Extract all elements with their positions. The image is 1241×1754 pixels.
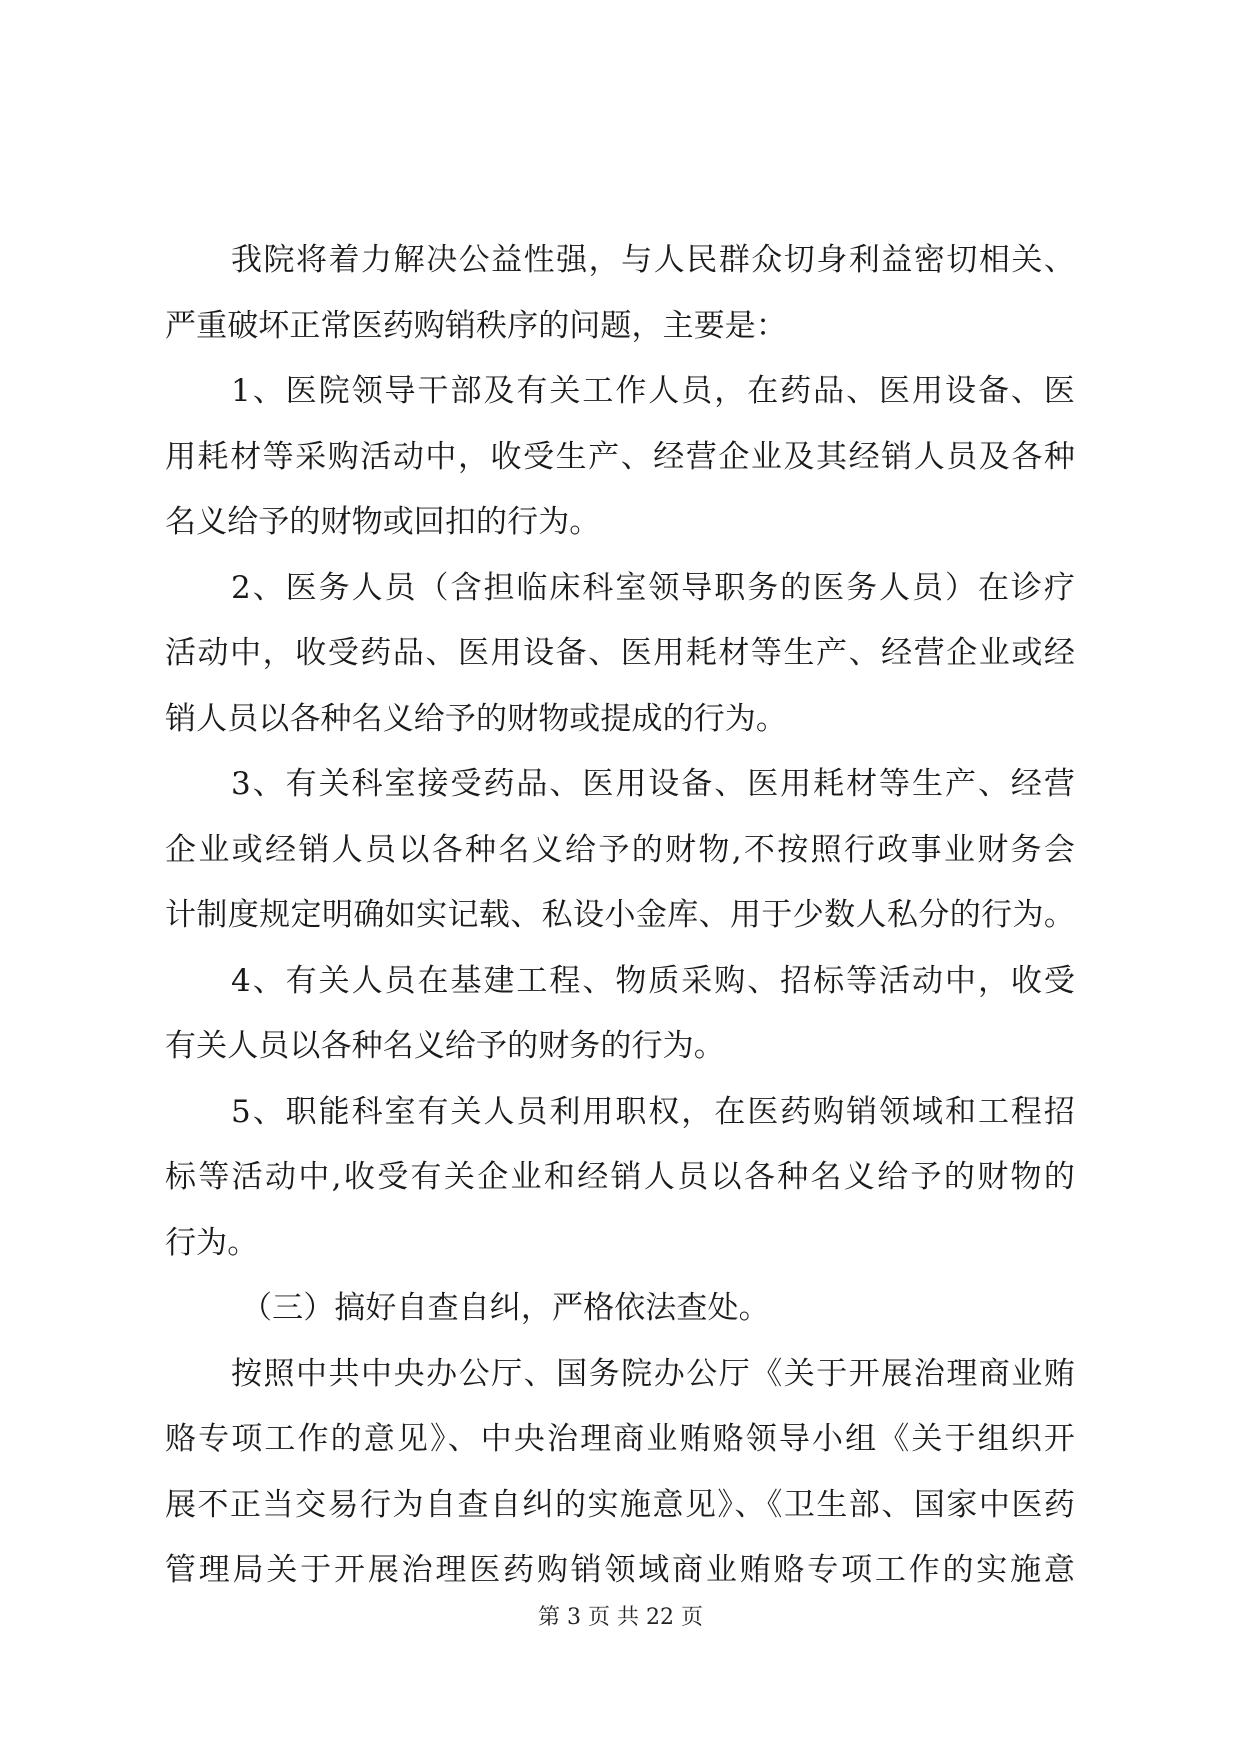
page-number-footer: 第 3 页 共 22 页 xyxy=(538,1605,703,1630)
text-line: 展不正当交易行为自查自纠的实施意见》、《卫生部、国家中医药 xyxy=(165,1486,1075,1523)
text-line: 按照中共中央办公厅、国务院办公厅《关于开展治理商业贿 xyxy=(231,1355,1075,1392)
text-line: 2、医务人员（含担临床科室领导职务的医务人员）在诊疗 xyxy=(231,569,1075,606)
text-line: 销人员以各种名义给予的财物或提成的行为。 xyxy=(165,700,787,737)
text-line: 标等活动中,收受有关企业和经销人员以各种名义给予的财物的 xyxy=(165,1159,1075,1195)
text-line: 5、职能科室有关人员利用职权，在医药购销领域和工程招 xyxy=(231,1093,1075,1130)
text-line: 企业或经销人员以各种名义给予的财物,不按照行政事业财务会 xyxy=(165,831,1075,868)
text-line: 计制度规定明确如实记载、私设小金库、用于少数人私分的行为。 xyxy=(165,897,1075,933)
text-line: 我院将着力解决公益性强，与人民群众切身利益密切相关、 xyxy=(231,242,1075,278)
text-line: 严重破坏正常医药购销秩序的问题，主要是： xyxy=(165,307,787,344)
text-line: 1、医院领导干部及有关工作人员，在药品、医用设备、医 xyxy=(231,373,1075,409)
text-line: 赂专项工作的意见》、中央治理商业贿赂领导小组《关于组织开 xyxy=(165,1421,1075,1457)
section-heading: （三）搞好自查自纠，严格依法查处。 xyxy=(241,1290,770,1326)
text-line: 用耗材等采购活动中，收受生产、经营企业及其经销人员及各种 xyxy=(165,438,1075,475)
text-line: 管理局关于开展治理医药购销领域商业贿赂专项工作的实施意 xyxy=(165,1552,1075,1588)
text-line: 名义给予的财物或回扣的行为。 xyxy=(165,504,601,540)
text-line: 有关人员以各种名义给予的财务的行为。 xyxy=(165,1028,725,1064)
text-line: 行为。 xyxy=(165,1224,259,1261)
text-line: 3、有关科室接受药品、医用设备、医用耗材等生产、经营 xyxy=(231,766,1075,802)
text-line: 4、有关人员在基建工程、物质采购、招标等活动中，收受 xyxy=(231,962,1075,999)
text-line: 活动中，收受药品、医用设备、医用耗材等生产、经营企业或经 xyxy=(165,635,1075,671)
body-text xyxy=(165,228,1075,1604)
